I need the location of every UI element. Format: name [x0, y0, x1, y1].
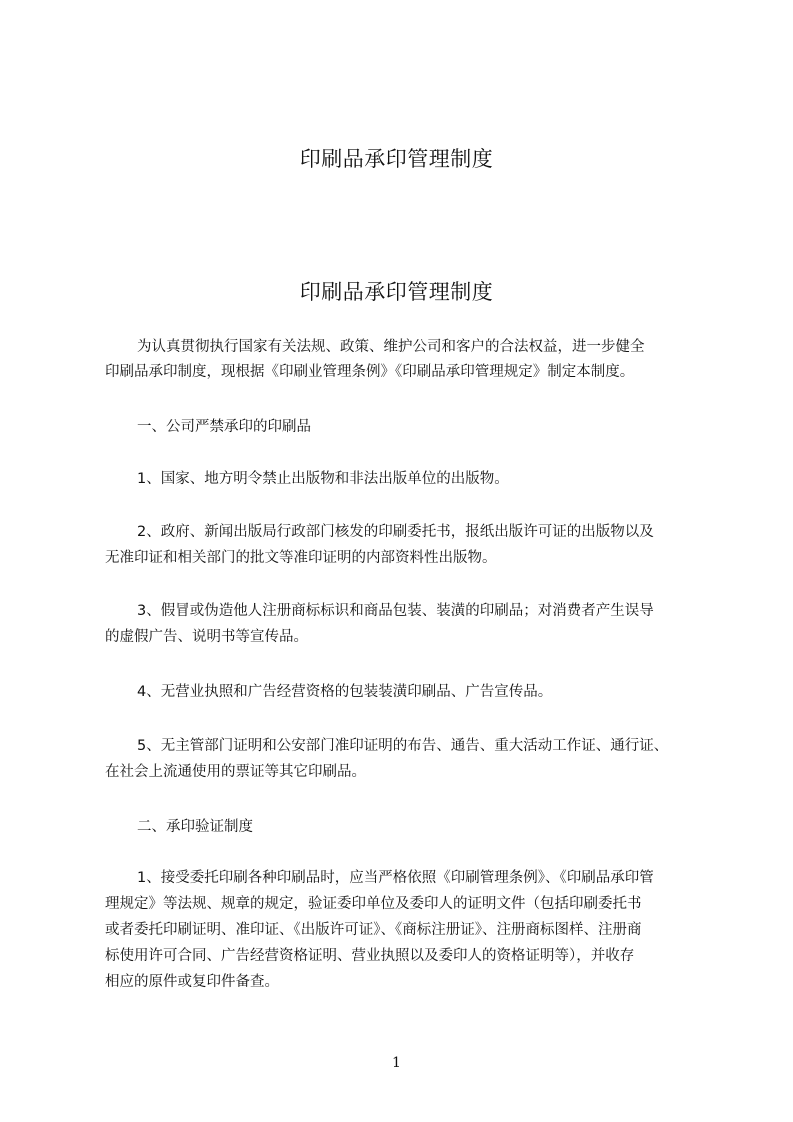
- section2-item1-line4: 标使用许可合同、广告经营资格证明、营业执照以及委印人的资格证明等），并收存: [105, 948, 635, 964]
- section2-item1-line2: 理规定》等法规、规章的规定，验证委印单位及委印人的证明文件（包括印刷委托书: [105, 896, 642, 912]
- document-title: 印刷品承印管理制度: [299, 280, 494, 304]
- section1-item5-line1: 5、无主管部门证明和公安部门准印证明的布告、通告、重大活动工作证、通行证、: [137, 738, 669, 754]
- section1-item1-line1: 1、国家、地方明令禁止出版物和非法出版单位的出版物。: [137, 471, 509, 487]
- section1-item2-line1: 2、政府、新闻出版局行政部门核发的印刷委托书，报纸出版许可证的出版物以及: [137, 524, 654, 540]
- section1-item3-line1: 3、假冒或伪造他人注册商标标识和商品包装、装潢的印刷品；对消费者产生误导: [137, 603, 654, 619]
- section1-heading: 一、公司严禁承印的印刷品: [137, 419, 311, 435]
- document-title-top: 印刷品承印管理制度: [299, 147, 494, 171]
- section2-item1-line3: 或者委托印刷证明、准印证、《出版许可证》、《商标注册证》、注册商标图样、注册商: [105, 922, 642, 938]
- section2-item1-line1: 1、接受委托印刷各种印刷品时，应当严格依照《印刷管理条例》、《印刷品承印管: [137, 870, 654, 886]
- section2-item1-line5: 相应的原件或复印件备查。: [105, 974, 279, 990]
- section1-item2-line2: 无准印证和相关部门的批文等准印证明的内部资料性出版物。: [105, 550, 497, 566]
- section1-item4-line1: 4、无营业执照和广告经营资格的包装装潢印刷品、广告宣传品。: [137, 684, 553, 700]
- intro-line-2: 印刷品承印制度，现根据《印刷业管理条例》《印刷品承印管理规定》制定本制度。: [105, 364, 635, 380]
- section2-heading: 二、承印验证制度: [137, 819, 253, 835]
- section1-item3-line2: 的虚假广告、说明书等宣传品。: [105, 629, 308, 645]
- section1-item5-line2: 在社会上流通使用的票证等其它印刷品。: [105, 764, 366, 780]
- intro-line-1: 为认真贯彻执行国家有关法规、政策、维护公司和客户的合法权益，进一步健全: [137, 339, 645, 355]
- page-number: 1: [392, 1055, 401, 1071]
